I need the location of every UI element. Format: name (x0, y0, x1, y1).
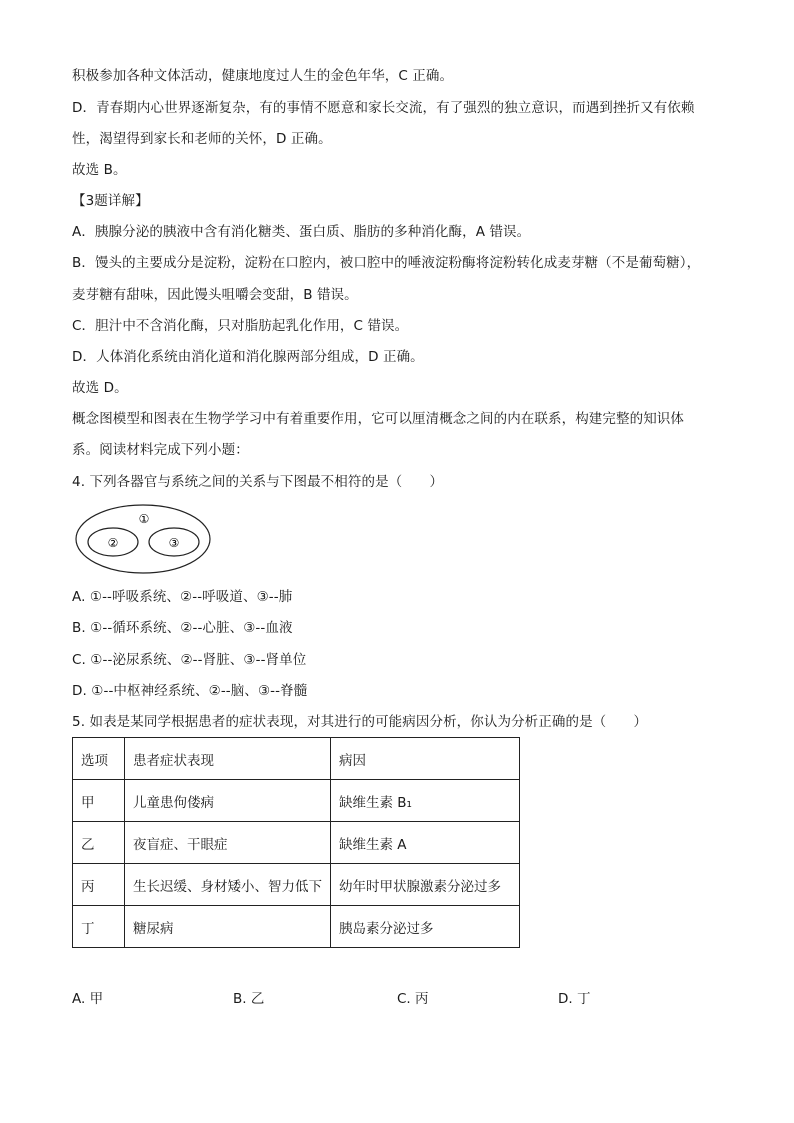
table-cell: 胰岛素分泌过多 (331, 906, 520, 948)
q4-option-a: A. ①--呼吸系统、②--呼吸道、③--肺 (72, 589, 293, 605)
text-line: A．胰腺分泌的胰液中含有消化糖类、蛋白质、脂肪的多种消化酶，A 错误。 (72, 224, 531, 240)
q4-option-c: C. ①--泌尿系统、②--肾脏、③--肾单位 (72, 652, 307, 668)
table-cell: 生长迟缓、身材矮小、智力低下 (125, 864, 331, 906)
concept-diagram (74, 502, 214, 578)
text-line: 概念图模型和图表在生物学学习中有着重要作用，它可以厘清概念之间的内在联系，构建完整的知识体 (72, 411, 684, 427)
text-line: D．人体消化系统由消化道和消化腺两部分组成，D 正确。 (72, 349, 424, 365)
text-line: 麦芽糖有甜味，因此馒头咀嚼会变甜，B 错误。 (72, 287, 358, 303)
table-cell: 儿童患佝偻病 (125, 780, 331, 822)
text-line: 积极参加各种文体活动，健康地度过人生的金色年华，C 正确。 (72, 68, 454, 84)
table-row (73, 864, 520, 906)
table-cell: 缺维生素 A (331, 822, 520, 864)
table-header-cell: 病因 (331, 738, 520, 780)
symptom-table (72, 737, 520, 948)
text-line: 故选 B。 (72, 162, 127, 178)
question-4-stem: 4. 下列各器官与系统之间的关系与下图最不相符的是（ ） (72, 474, 444, 490)
table-cell: 糖尿病 (125, 906, 331, 948)
table-header-row (73, 738, 520, 780)
text-line: B．馒头的主要成分是淀粉，淀粉在口腔内，被口腔中的唾液淀粉酶将淀粉转化成麦芽糖（不是葡萄糖）， (72, 255, 701, 271)
table-header-cell: 选项 (73, 738, 125, 780)
diagram-label-left: ② (107, 536, 119, 550)
table-row (73, 906, 520, 948)
table-cell: 丁 (73, 906, 125, 948)
text-line: C．胆汁中不含消化酶，只对脂肪起乳化作用，C 错误。 (72, 318, 409, 334)
diagram-label-right: ③ (168, 536, 180, 550)
table-cell: 甲 (73, 780, 125, 822)
q4-option-d: D. ①--中枢神经系统、②--脑、③--脊髓 (72, 683, 308, 699)
table-cell: 乙 (73, 822, 125, 864)
text-line: 故选 D。 (72, 380, 128, 396)
q5-choice-c: C. 丙 (397, 991, 429, 1007)
table-cell: 丙 (73, 864, 125, 906)
q5-choice-b: B. 乙 (233, 991, 265, 1007)
table-header-cell: 患者症状表现 (125, 738, 331, 780)
q4-option-b: B. ①--循环系统、②--心脏、③--血液 (72, 620, 293, 636)
question-5-stem: 5. 如表是某同学根据患者的症状表现，对其进行的可能病因分析，你认为分析正确的是（ ） (72, 714, 648, 730)
table-cell: 幼年时甲状腺激素分泌过多 (331, 864, 520, 906)
table-row (73, 780, 520, 822)
text-line: D．青春期内心世界逐渐复杂，有的事情不愿意和家长交流，有了强烈的独立意识，而遇到挫折又有依赖 (72, 100, 695, 116)
section-heading: 【3题详解】 (72, 193, 149, 209)
diagram-label-outer: ① (138, 512, 150, 526)
text-line: 系。阅读材料完成下列小题： (72, 442, 249, 458)
table-row (73, 822, 520, 864)
q5-choice-a: A. 甲 (72, 991, 104, 1007)
table-cell: 缺维生素 B₁ (331, 780, 520, 822)
q5-choice-d: D. 丁 (558, 991, 591, 1007)
text-line: 性，渴望得到家长和老师的关怀，D 正确。 (72, 131, 332, 147)
table-cell: 夜盲症、干眼症 (125, 822, 331, 864)
